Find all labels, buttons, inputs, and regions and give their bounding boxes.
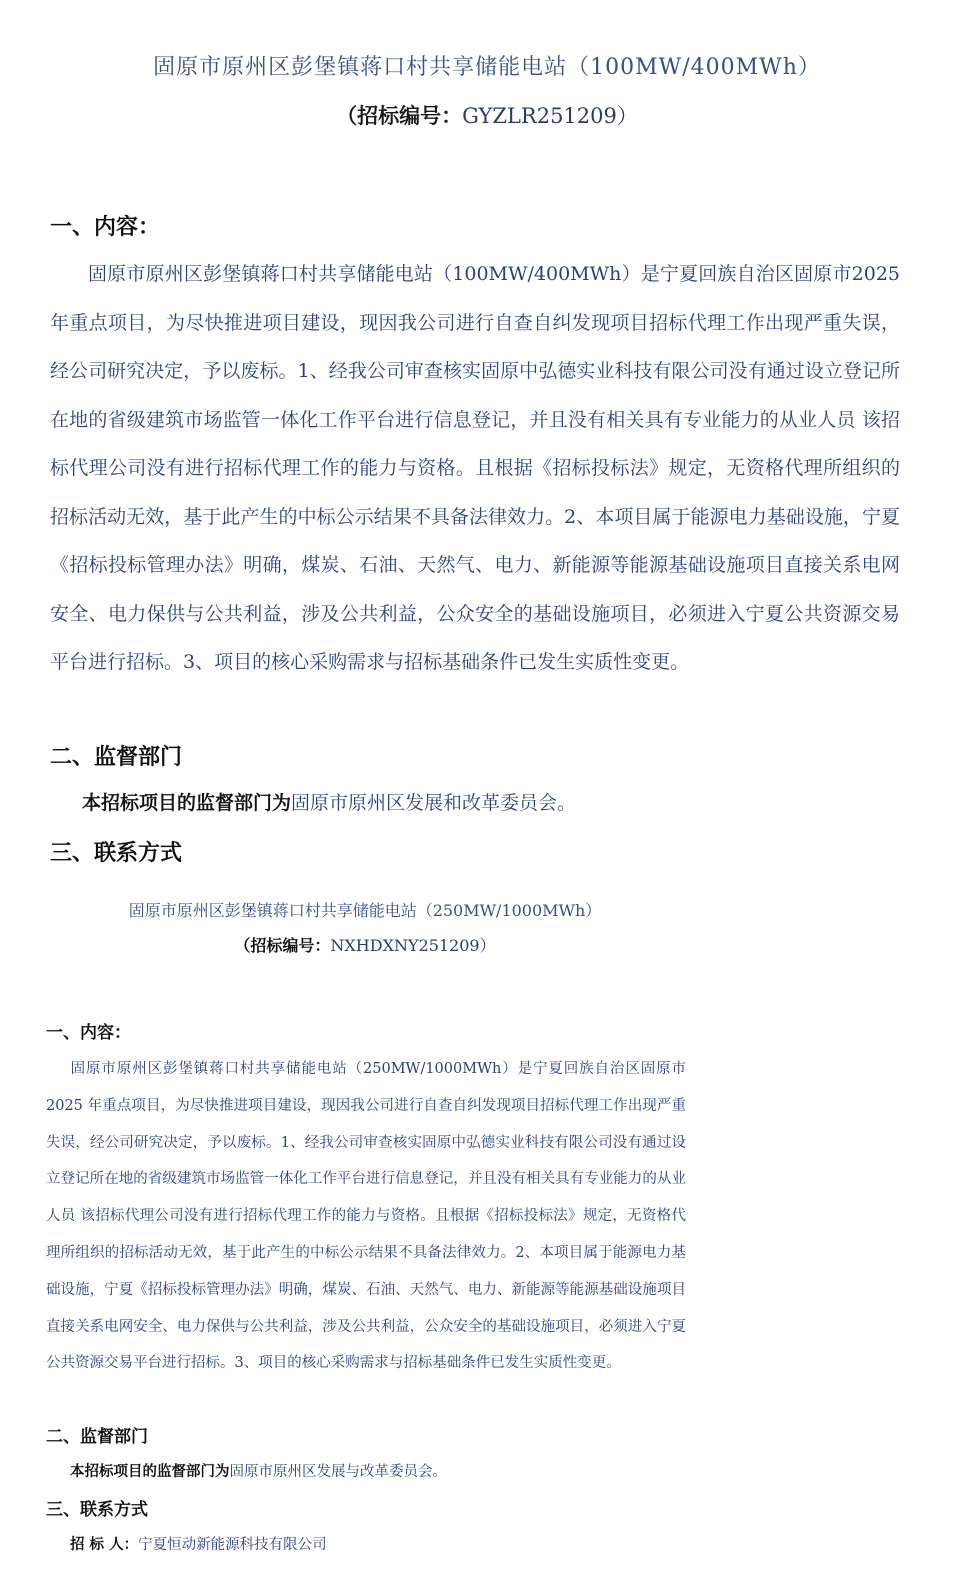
notice-2-tender-code [0, 933, 730, 956]
notice-2-title: 固原市原州区彭堡镇蒋口村共享储能电站（250MW/1000MWh） [128, 901, 602, 920]
notice-1-tender-code-value: GYZLR251209） [462, 104, 638, 128]
notice-1-supervision-label: 本招标项目的监督部门为 [82, 792, 292, 814]
notice-2-tender-code-label: （招标编号： [234, 936, 331, 955]
notice-1-section-content-heading: 一、内容： [50, 215, 161, 240]
notice-1-section-supervision-heading: 二、监督部门 [50, 745, 183, 770]
notice-2-section-content-body: 固原市原州区彭堡镇蒋口村共享储能电站（250MW/1000MWh）是宁夏回族自治区固原市2025 年重点项目，为尽快推进项目建设，现因我公司进行自查自纠发现项目招标代理工作出现严重失误，经公司研究决定，予以废标。1、经我公司审查核实固原中弘德实业科技有限公司没有通过设立登记所在地的省级建筑市场监管一体化工作平台进行信息登记，并且没有相关具有专业能力的从业人员 该招标代理公司没有进行招标代理工作的能力与资格。且根据《招标投标法》规定，无资格代理所组织的招标活动无效，基于此产生的中标公示结果不具备法律效力。2、本项目属于能源电力基础设施，宁夏《招标投标管理办法》明确，煤炭、石油、天然气、电力、新能源等能源基础设施项目直接关系电网安全、电力保供与公共利益，涉及公共利益，公众安全的基础设施项目，必须进入宁夏公共资源交易平台进行招标。3、项目的核心采购需求与招标基础条件已发生实质性变更。 [46, 1061, 686, 1372]
notice-2-supervision-value: 固原市原州区发展与改革委员会。 [229, 1464, 447, 1480]
notice-1-supervision-text [82, 788, 576, 815]
notice-2-tender-code-value: NXHDXNY251209） [330, 936, 496, 955]
notice-1-section-contact-heading: 三、联系方式 [50, 841, 183, 866]
notice-2-bidder [70, 1533, 327, 1554]
notice-2-supervision-label: 本招标项目的监督部门为 [70, 1464, 230, 1480]
notice-1-tender-code [0, 100, 974, 130]
notice-2-section-content-heading: 一、内容： [46, 1023, 131, 1043]
notice-2-section-contact-heading: 三、联系方式 [46, 1500, 148, 1520]
notice-2-section-supervision-heading: 二、监督部门 [46, 1427, 148, 1447]
notice-2-bidder-label: 招 标 人： [70, 1537, 139, 1553]
notice-1-title: 固原市原州区彭堡镇蒋口村共享储能电站（100MW/400MWh） [153, 55, 821, 80]
notice-2-bidder-value: 宁夏恒动新能源科技有限公司 [138, 1537, 327, 1553]
notice-2-supervision-text [70, 1460, 447, 1481]
notice-1-section-content-body: 固原市原州区彭堡镇蒋口村共享储能电站（100MW/400MWh）是宁夏回族自治区固原市2025 年重点项目，为尽快推进项目建设，现因我公司进行自查自纠发现项目招标代理工作出现严重失误，经公司研究决定，予以废标。1、经我公司审查核实固原中弘德实业科技有限公司没有通过设立登记所在地的省级建筑市场监管一体化工作平台进行信息登记，并且没有相关具有专业能力的从业人员 该招标代理公司没有进行招标代理工作的能力与资格。且根据《招标投标法》规定，无资格代理所组织的招标活动无效，基于此产生的中标公示结果不具备法律效力。2、本项目属于能源电力基础设施，宁夏《招标投标管理办法》明确，煤炭、石油、天然气、电力、新能源等能源基础设施项目直接关系电网安全、电力保供与公共利益，涉及公共利益，公众安全的基础设施项目，必须进入宁夏公共资源交易平台进行招标。3、项目的核心采购需求与招标基础条件已发生实质性变更。 [50, 263, 900, 673]
notice-1-supervision-value: 固原市原州区发展和改革委员会。 [291, 792, 577, 814]
notice-1-tender-code-label: （招标编号： [336, 104, 463, 128]
